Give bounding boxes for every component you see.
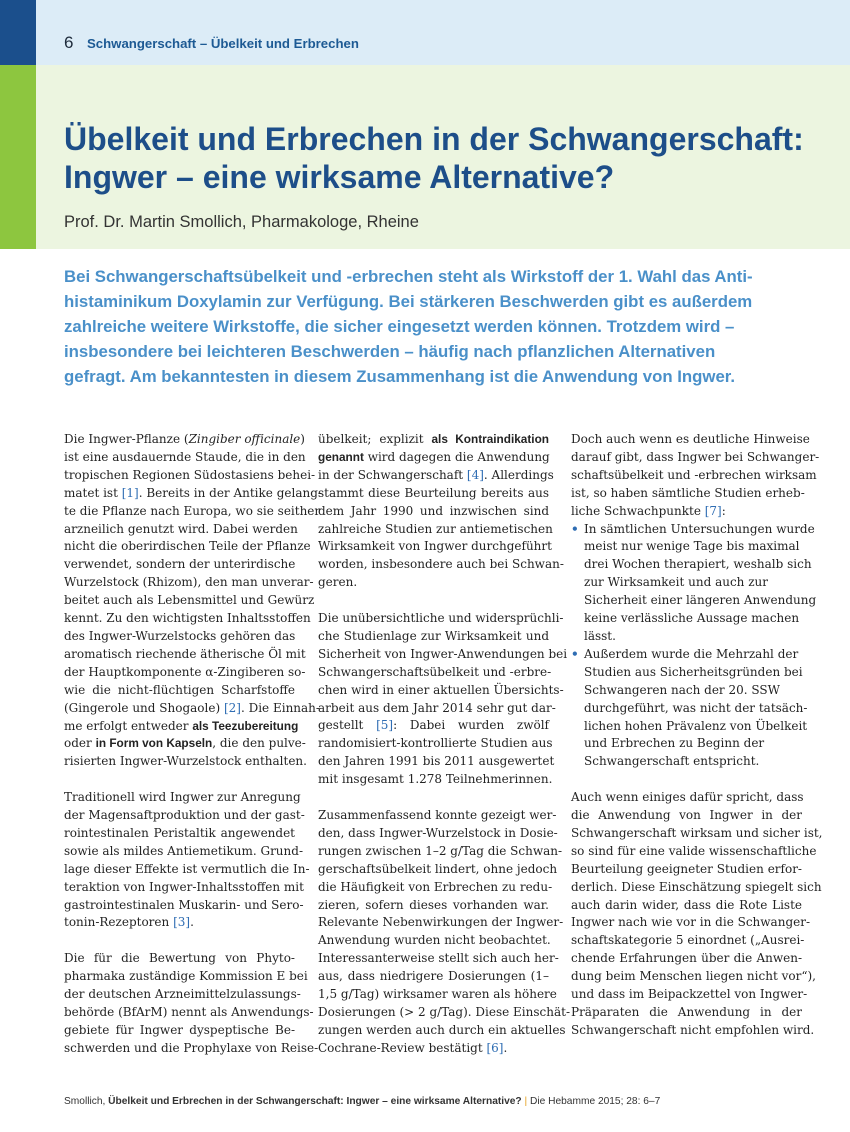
bullet-item	[571, 521, 817, 646]
text-line: aromatisch riechende ätherische Öl mit	[64, 646, 306, 661]
bullet-line: Sicherheit einer längeren Anwendung	[584, 593, 817, 608]
text-line: sowie als mildes Antiemetikum. Grund-	[64, 843, 304, 858]
text-line: ist, so haben sämtliche Studien erheb-	[571, 485, 805, 500]
bullet-line: zur Wirksamkeit und auch zur	[584, 575, 768, 590]
lead-line: histaminikum Doxylamin zur Verfügung. Bei stärkeren Beschwerden gibt es außerdem	[64, 292, 753, 311]
bullet-dot-icon: •	[571, 646, 579, 661]
keyword: in Form von Kapseln	[95, 736, 213, 751]
text-line: arzneilich genutzt wird. Dabei werden	[64, 521, 298, 536]
lead-line: gefragt. Am bekanntesten in diesem Zusammenhang ist die Anwendung von Ingwer.	[64, 367, 736, 386]
text-line: Ingwer nach wie vor in die Schwanger-	[571, 915, 811, 930]
title-line: Ingwer – eine wirksame Alternative?	[64, 159, 615, 195]
lead-line: Bei Schwangerschaftsübelkeit und -erbrechen steht als Wirkstoff der 1. Wahl das Anti-	[64, 267, 753, 286]
bullet-line: Schwangerschaft entspricht.	[584, 754, 760, 769]
text-line: Zusammenfassend konnte gezeigt wer-	[318, 808, 557, 822]
bullet-line: drei Wochen therapiert, weshalb sich	[584, 557, 812, 572]
text-line: randomisiert-kontrollierte Studien aus	[318, 736, 553, 751]
article-title	[64, 120, 824, 196]
text-line: rointestinalen Peristaltik angewendet	[64, 825, 295, 840]
bullet-line: lichen hohen Prävalenz von Übelkeit	[584, 718, 808, 733]
bullet-line: Schwangeren nach der 20. SSW	[584, 682, 780, 697]
text-line: pharmaka zuständige Kommission E bei	[64, 969, 308, 984]
text-line: die Häufigkeit von Erbrechen zu redu-	[318, 879, 553, 894]
reference-link[interactable]: [1]	[121, 485, 139, 500]
botanical-name: Zingiber officinale	[188, 432, 301, 446]
keyword: als Kontraindikation	[431, 432, 549, 446]
text-line: te die Pflanze nach Europa, wo sie seither	[64, 503, 321, 518]
text-line: Relevante Nebenwirkungen der Ingwer-	[318, 915, 564, 930]
text-line: liche Schwachpunkte [7]:	[571, 503, 726, 518]
text-line: oder in Form von Kapseln, die den pulve-	[64, 736, 306, 751]
text-line: zieren, sofern dieses vorhanden war.	[318, 897, 549, 912]
text-line: Die Ingwer-Pflanze (Zingiber officinale)	[64, 432, 305, 446]
article-lead	[64, 264, 794, 389]
text-line: (Gingerole und Shogaole) [2]. Die Einnah-	[64, 700, 320, 715]
keyword: genannt	[318, 449, 364, 464]
bullet-line: keine verlässliche Aussage machen	[584, 611, 800, 626]
reference-link[interactable]: [7]	[704, 503, 722, 518]
bullet-line: • Außerdem wurde die Mehrzahl der	[571, 646, 802, 664]
text-line: Wirksamkeit von Ingwer durchgeführt	[318, 539, 552, 554]
running-head: Schwangerschaft – Übelkeit und Erbrechen	[87, 36, 359, 51]
text-line: tonin-Rezeptoren [3].	[64, 915, 194, 930]
text-line: Anwendung wurden nicht beobachtet.	[318, 933, 551, 948]
reference-link[interactable]: [2]	[223, 700, 241, 715]
text-line: dem Jahr 1990 und inzwischen sind	[318, 503, 549, 518]
text-line: teraktion von Ingwer-Inhaltsstoffen mit	[64, 879, 304, 894]
text-line: verwendet, sondern der unterirdische	[64, 557, 296, 572]
text-line: schaftskategorie 5 einordnet („Ausrei-	[571, 933, 805, 948]
lead-line: insbesondere bei leichteren Beschwerden – häufig nach pflanzlichen Alternativen	[64, 342, 716, 361]
header-color-mark	[0, 0, 36, 65]
text-line: schwerden und die Prophylaxe von Reise-	[64, 1040, 319, 1055]
text-line: zahlreiche Studien zur antiemetischen	[318, 521, 553, 536]
text-line: genannt wird dagegen die Anwendung	[318, 449, 550, 464]
text-line: risierten Ingwer-Wurzelstock enthalten.	[64, 754, 307, 769]
footer-journal: Die Hebamme 2015; 28: 6–7	[530, 1096, 661, 1107]
bullet-line: meist nur wenige Tage bis maximal	[584, 539, 800, 554]
text-line: den Jahren 1991 bis 2011 ausgewertet	[318, 754, 555, 769]
text-line: che Studienlage zur Wirksamkeit und	[318, 628, 549, 643]
text-line: Schwangerschaft nicht empfohlen wird.	[571, 1022, 815, 1037]
article-author: Prof. Dr. Martin Smollich, Pharmakologe, Rheine	[64, 213, 419, 231]
text-line: in der Schwangerschaft [4]. Allerdings	[318, 467, 554, 482]
title-line: Übelkeit und Erbrechen in der Schwangerschaft:	[64, 121, 804, 157]
text-line: und dass im Beipackzettel von Ingwer-	[571, 987, 808, 1002]
text-column-1	[64, 431, 322, 1058]
footer-title: Übelkeit und Erbrechen in der Schwangerschaft: Ingwer – eine wirksame Alternative?	[108, 1096, 522, 1107]
text-line: Präparaten die Anwendung in der	[571, 1004, 802, 1019]
text-line: Sicherheit von Ingwer-Anwendungen bei	[318, 646, 568, 661]
text-line: gerschaftsübelkeit lindert, ohne jedoch	[318, 861, 558, 876]
text-column-2	[318, 431, 571, 1058]
text-line: nicht die oberirdischen Teile der Pflanze	[64, 539, 311, 554]
text-line: darauf gibt, dass Ingwer bei Schwanger-	[571, 449, 820, 464]
text-line: schaftsübelkeit und -erbrechen wirksam	[571, 467, 817, 482]
text-line: den, dass Ingwer-Wurzelstock in Dosie-	[318, 825, 558, 840]
bullet-line: und Erbrechen zu Beginn der	[584, 736, 765, 751]
text-line: Doch auch wenn es deutliche Hinweise	[571, 432, 810, 446]
text-line: des Ingwer-Wurzelstocks gehören das	[64, 628, 296, 643]
text-line: Schwangerschaftsübelkeit und -erbre-	[318, 664, 552, 679]
header-band	[0, 0, 850, 65]
text-line: kennt. Zu den wichtigsten Inhaltsstoffen	[64, 611, 311, 626]
page-number: 6	[64, 33, 74, 52]
title-color-mark	[0, 65, 36, 249]
bullet-line: • In sämtlichen Untersuchungen wurde	[571, 521, 802, 539]
reference-link[interactable]: [3]	[173, 915, 191, 930]
bullet-item	[571, 646, 808, 771]
bullet-dot-icon: •	[571, 521, 579, 536]
bullet-line: Studien aus Sicherheitsgründen bei	[584, 664, 803, 679]
keyword: als Teezubereitung	[192, 718, 299, 733]
text-line: beitet auch als Lebensmittel und Gewürz	[64, 593, 315, 608]
text-line: der deutschen Arzneimittelzulassungs-	[64, 987, 301, 1002]
reference-link[interactable]: [5]	[376, 718, 394, 733]
text-line: rungen zwischen 1–2 g/Tag die Schwan-	[318, 843, 563, 858]
text-line: gebiete für Ingwer dyspeptische Be-	[64, 1022, 295, 1037]
text-line: matet ist [1]. Bereits in der Antike gelang-	[64, 485, 322, 500]
text-line: Die unübersichtliche und widersprüchli-	[318, 611, 564, 626]
text-line: arbeit aus dem Jahr 2014 sehr gut dar-	[318, 700, 556, 715]
footer-separator: |	[524, 1096, 528, 1107]
text-line: so sind für eine valide wissenschaftliche	[571, 843, 817, 858]
text-line: gastrointestinalen Muskarin- und Sero-	[64, 897, 304, 912]
text-line: mit insgesamt 1.278 Teilnehmerinnen.	[318, 772, 553, 787]
lead-line: zahlreiche weitere Wirkstoffe, die sicher eingesetzt werden können. Trotzdem wird –	[64, 317, 735, 336]
text-line: zungen werden auch durch ein aktuelles	[318, 1022, 566, 1037]
footer-author: Smollich,	[64, 1096, 109, 1107]
text-line: die Anwendung von Ingwer in der	[571, 808, 802, 823]
bullet-line: lässt.	[584, 628, 616, 643]
text-line: Interessanterweise stellt sich auch her-	[318, 951, 559, 966]
text-line: aus, dass niedrigere Dosierungen (1–	[318, 969, 549, 984]
footer-citation	[64, 1096, 660, 1107]
text-line: auch darin wider, dass die Rote Liste	[571, 897, 802, 912]
text-line: der Hauptkomponente α-Zingiberen so-	[64, 664, 306, 679]
text-line: Dosierungen (> 2 g/Tag). Diese Einschät-	[318, 1004, 571, 1019]
text-line: 1,5 g/Tag) wirksamer waren als höhere	[318, 987, 557, 1002]
text-line: Cochrane-Review bestätigt [6].	[318, 1040, 508, 1055]
text-line: chen wird in einer aktuellen Übersichts-	[318, 682, 564, 697]
text-line: me erfolgt entweder als Teezubereitung	[64, 718, 299, 733]
text-line: dung beim Menschen liegen nicht vor“),	[571, 969, 816, 984]
text-line: Beurteilung geeigneter Studien erfor-	[571, 861, 802, 876]
reference-link[interactable]: [6]	[486, 1040, 504, 1055]
text-column-3	[571, 431, 823, 1040]
text-line: worden, insbesondere auch bei Schwan-	[318, 557, 564, 572]
text-line: Wurzelstock (Rhizom), den man unverar-	[64, 575, 314, 590]
text-line: behörde (BfArM) nennt als Anwendungs-	[64, 1004, 314, 1019]
reference-link[interactable]: [4]	[466, 467, 484, 482]
text-line: Die für die Bewertung von Phyto-	[64, 951, 295, 966]
text-line: Traditionell wird Ingwer zur Anregung	[64, 790, 301, 805]
text-line: tropischen Regionen Südostasiens behei-	[64, 467, 316, 482]
text-line: Auch wenn einiges dafür spricht, dass	[571, 790, 804, 805]
text-line: gestellt [5]: Dabei wurden zwölf	[318, 718, 549, 733]
text-line: der Magensaftproduktion und der gast-	[64, 808, 305, 823]
text-line: stammt diese Beurteilung bereits aus	[318, 485, 549, 500]
text-line: Schwangerschaft wirksam und sicher ist,	[571, 825, 823, 840]
text-line: lage dieser Effekte ist vermutlich die In-	[64, 861, 310, 876]
bullet-line: durchgeführt, was nicht der tatsäch-	[584, 700, 808, 715]
text-line: geren.	[318, 575, 358, 590]
text-line: übelkeit; explizit als Kontraindikation	[318, 432, 549, 446]
text-line: chende Erfahrungen über die Anwen-	[571, 951, 802, 966]
text-line: wie die nicht-flüchtigen Scharfstoffe	[64, 682, 295, 697]
text-line: derlich. Diese Einschätzung spiegelt sich	[571, 879, 822, 894]
text-line: ist eine ausdauernde Staude, die in den	[64, 449, 306, 464]
